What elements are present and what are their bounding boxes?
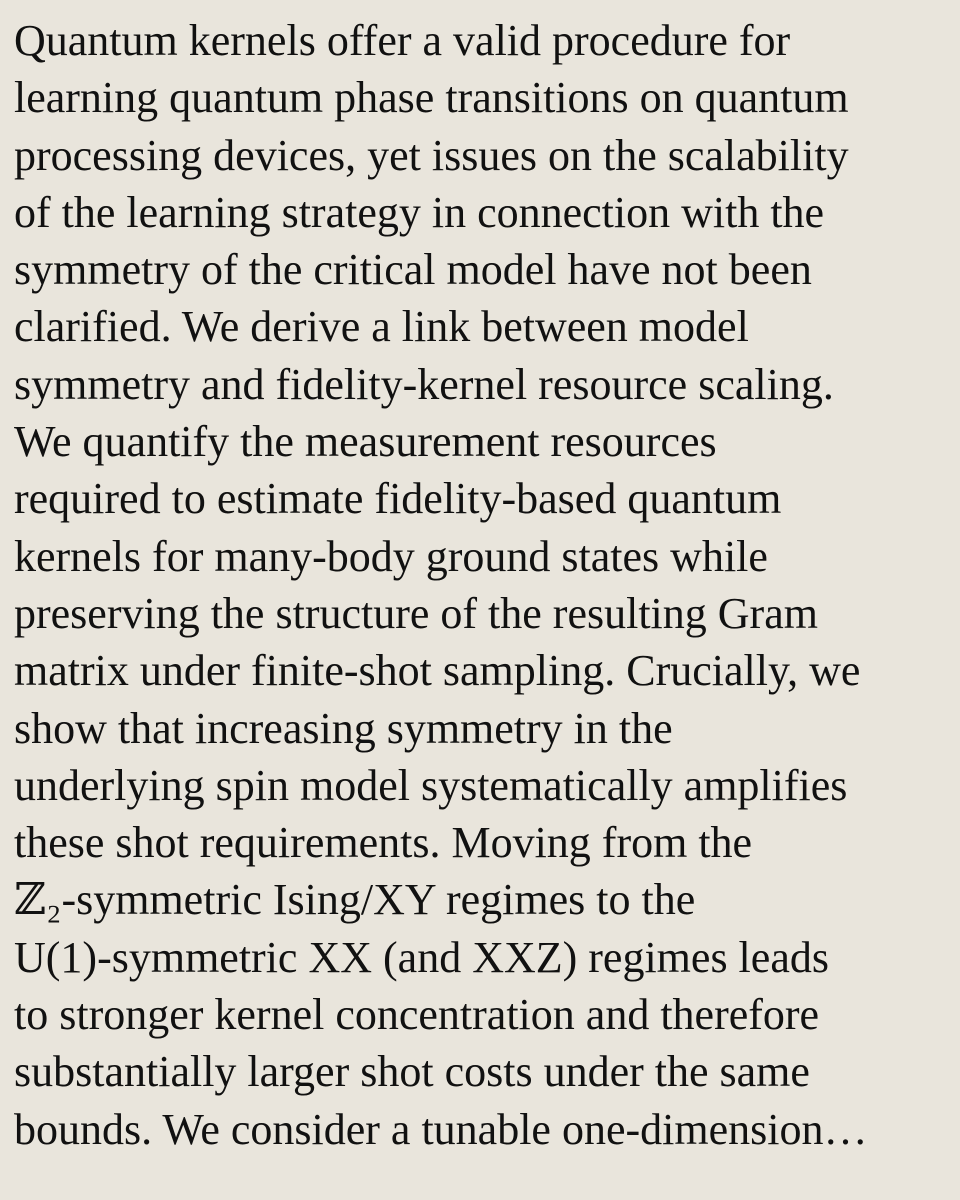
text-line: symmetry of the critical model have not been — [14, 245, 812, 295]
text-line: these shot requirements. Moving from the — [14, 818, 753, 868]
text-line: substantially larger shot costs under the same — [14, 1047, 810, 1097]
text-line: Quantum kernels offer a valid procedure for — [14, 16, 791, 65]
text-line: show that increasing symmetry in the — [14, 703, 673, 753]
text-line: kernels for many-body ground states while — [14, 531, 768, 581]
text-line: ℤ₂-symmetric Ising/XY regimes to the — [14, 875, 696, 925]
text-line: learning quantum phase transitions on quantum — [14, 73, 849, 123]
text-line: required to estimate fidelity-based quantum — [14, 474, 782, 524]
text-line: We quantify the measurement resources — [14, 417, 717, 467]
text-line: bounds. We consider a tunable one-dimension… — [14, 1104, 868, 1154]
text-line: matrix under finite-shot sampling. Crucially, we — [14, 646, 861, 696]
text-line: clarified. We derive a link between model — [14, 302, 749, 352]
text-line: underlying spin model systematically amplifies — [14, 760, 848, 810]
text-line: of the learning strategy in connection with the — [14, 187, 825, 237]
text-line: symmetry and fidelity-kernel resource scaling. — [14, 359, 834, 409]
abstract-text — [14, 12, 946, 1158]
text-line: U(1)-symmetric XX (and XXZ) regimes leads — [14, 932, 829, 982]
text-line: processing devices, yet issues on the scalability — [14, 130, 849, 180]
text-line: preserving the structure of the resulting Gram — [14, 588, 818, 638]
text-line: to stronger kernel concentration and therefore — [14, 990, 820, 1040]
